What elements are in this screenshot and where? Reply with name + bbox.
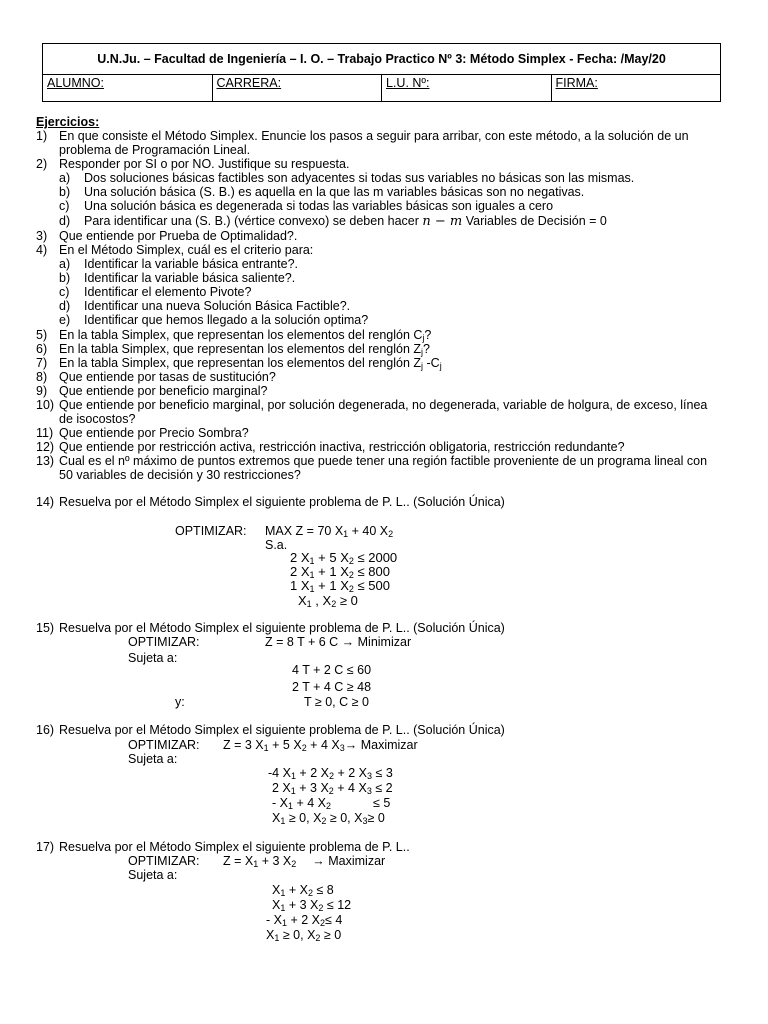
p14-sa: S.a. — [265, 538, 288, 552]
p15-objective: Z = 8 T + 6 C → Minimizar — [265, 635, 412, 649]
field-firma: FIRMA: — [555, 76, 598, 90]
p17-c3-a: - X — [266, 913, 282, 927]
p17-number: 17) — [36, 840, 55, 854]
p16-optimizar-label: OPTIMIZAR: — [128, 738, 200, 752]
q4c-label: c) — [59, 285, 70, 299]
p14-nn-sub2: 2 — [331, 599, 337, 609]
p17-c1-sub2: 2 — [307, 888, 313, 898]
p17-obj-sub1: 1 — [253, 859, 259, 869]
p14-obj-sub1: 1 — [343, 529, 349, 539]
q13-line2: 50 variables de decisión y 30 restricciones? — [59, 468, 301, 482]
q1-line1: En que consiste el Método Simplex. Enuncie los pasos a seguir para arribar, con este método, a la solución de un — [59, 129, 689, 143]
p16-nn-sub2: 2 — [321, 816, 327, 826]
p17-constraint-1 — [272, 883, 334, 897]
q2c-label: c) — [59, 199, 70, 213]
p16-obj-b: + 5 X — [268, 738, 302, 752]
p16-c3-b: + 4 X — [293, 796, 327, 810]
p14-number: 14) — [36, 495, 55, 509]
p16-objective — [223, 738, 418, 752]
q4-text: En el Método Simplex, cuál es el criterio para: — [59, 243, 314, 257]
p17-c1-sub1: 1 — [280, 888, 286, 898]
q9-text: Que entiende por beneficio marginal? — [59, 384, 268, 398]
q3-text: Que entiende por Prueba de Optimalidad?. — [59, 229, 298, 243]
q4b-text: Identificar la variable básica saliente?. — [84, 271, 296, 285]
p17-constraint-3 — [266, 913, 342, 927]
q3-number: 3) — [36, 229, 48, 243]
q10-line2: de isocostos? — [59, 412, 136, 426]
p17-c1-a: X — [272, 883, 281, 897]
p16-statement: Resuelva por el Método Simplex el siguiente problema de P. L.. (Solución Única) — [59, 723, 505, 737]
q5-end: ? — [424, 328, 432, 342]
p15-sujeta: Sujeta a: — [128, 651, 178, 665]
p15-nonnegativity: T ≥ 0, C ≥ 0 — [304, 695, 369, 709]
p17-optimizar-label: OPTIMIZAR: — [128, 854, 200, 868]
p14-nn-sub1: 1 — [306, 599, 312, 609]
q1-number: 1) — [36, 129, 48, 143]
p17-nonnegativity — [266, 928, 341, 942]
p17-obj-sub2: 2 — [291, 859, 297, 869]
q2b-text: Una solución básica (S. B.) es aquella en la que las m variables básicas son no negativas. — [84, 185, 585, 199]
p17-c1-c: ≤ 8 — [312, 883, 334, 897]
p14-c2-sub1: 1 — [309, 570, 315, 580]
q2c-text: Una solución básica es degenerada si todas las variables básicas son iguales a cero — [84, 199, 554, 213]
p16-c1-c: + 2 X — [333, 766, 367, 780]
p16-constraint-2 — [272, 781, 393, 795]
p14-nonnegativity — [298, 594, 358, 608]
p14-c1-c: ≤ 2000 — [353, 550, 398, 565]
q4e-label: e) — [59, 313, 71, 327]
p14-c3-sub1: 1 — [309, 584, 315, 594]
p14-nn-b: , X — [311, 593, 332, 608]
q2d-text-b: Variables de Decisión = 0 — [465, 214, 607, 228]
p16-obj-a: Z = 3 X — [223, 738, 264, 752]
p17-c2-sub2: 2 — [318, 903, 324, 913]
q2a-text: Dos soluciones básicas factibles son adyacentes si todas sus variables no básicas son las mismas. — [84, 171, 635, 185]
q2b-label: b) — [59, 185, 71, 199]
q13-number: 13) — [36, 454, 55, 468]
p14-c2-b: + 1 X — [314, 564, 349, 579]
p14-c2-sub2: 2 — [348, 570, 354, 580]
q11-text: Que entiende por Precio Sombra? — [59, 426, 249, 440]
q4b-label: b) — [59, 271, 71, 285]
p17-c3-sub1: 1 — [281, 918, 287, 928]
p14-c3-sub2: 2 — [348, 584, 354, 594]
p16-c2-d: ≤ 2 — [371, 781, 393, 795]
p14-optimizar-label: OPTIMIZAR: — [175, 524, 247, 538]
q5-main: En la tabla Simplex, que representan los elementos del renglón C — [59, 328, 423, 342]
p14-c2-c: ≤ 800 — [353, 564, 390, 579]
p17-c3-sub2: 2 — [320, 918, 326, 928]
p15-optimizar-label: OPTIMIZAR: — [128, 635, 200, 649]
p17-c2-c: ≤ 12 — [323, 898, 352, 912]
p16-c3-a: - X — [272, 796, 288, 810]
p16-nonnegativity — [272, 811, 385, 825]
q7-sub2: j — [439, 361, 442, 371]
q5-sub: j — [422, 333, 425, 343]
p14-statement: Resuelva por el Método Simplex el siguiente problema de P. L.. (Solución Única) — [59, 495, 505, 509]
p16-c1-sub1: 1 — [290, 771, 296, 781]
q7-number: 7) — [36, 356, 48, 370]
p17-obj-a: Z = X — [223, 854, 254, 868]
p14-obj-a: MAX Z = 70 X — [265, 524, 344, 538]
ejercicios-heading: Ejercicios: — [36, 115, 100, 129]
p16-c3-d: ≤ 5 — [373, 796, 391, 810]
p14-nn-c: ≥ 0 — [336, 593, 358, 608]
header-table — [42, 43, 721, 102]
p16-c1-sub2: 2 — [328, 771, 334, 781]
p16-nn-a: X — [272, 811, 281, 825]
p17-c2-b: + 3 X — [285, 898, 319, 912]
p16-constraint-3 — [272, 796, 390, 810]
p15-number: 15) — [36, 621, 55, 635]
q4d-label: d) — [59, 299, 71, 313]
p16-number: 16) — [36, 723, 55, 737]
q4d-text: Identificar una nueva Solución Básica Factible?. — [84, 299, 351, 313]
p15-constraint-2: 2 T + 4 C ≥ 48 — [292, 680, 372, 694]
p16-c2-a: 2 X — [272, 781, 291, 795]
p16-c1-d: ≤ 3 — [372, 766, 393, 780]
p17-constraint-2 — [272, 898, 351, 912]
p15-y-label: y: — [175, 695, 185, 709]
q6-number: 6) — [36, 342, 48, 356]
p15-statement: Resuelva por el Método Simplex el siguiente problema de P. L.. (Solución Única) — [59, 621, 505, 635]
q7-sub: j — [421, 361, 424, 371]
q6-sub: j — [421, 347, 424, 357]
p16-obj-d: → Maximizar — [344, 738, 418, 752]
field-lu: L.U. Nº: — [382, 74, 552, 102]
q13-line1: Cual es el nº máximo de puntos extremos que puede tener una región factible proveniente de un programa lineal con — [59, 454, 708, 468]
p17-obj-c: → Maximizar — [312, 854, 386, 868]
p14-c1-b: + 5 X — [314, 550, 349, 565]
p14-c3-b: + 1 X — [314, 578, 349, 593]
p14-objective — [265, 524, 393, 538]
p17-objective — [223, 854, 385, 868]
q4-number: 4) — [36, 243, 48, 257]
q2d-label: d) — [59, 214, 71, 228]
p17-nn-c: ≥ 0 — [320, 928, 342, 942]
p17-nn-b: ≥ 0, X — [279, 928, 316, 942]
p14-obj-b: + 40 X — [348, 524, 389, 538]
p16-c1-sub3: 3 — [367, 771, 373, 781]
q6-text — [59, 342, 430, 356]
p16-sujeta: Sujeta a: — [128, 752, 178, 766]
p16-obj-sub1: 1 — [263, 743, 269, 753]
q7-main: En la tabla Simplex, que representan los elementos del renglón Z — [59, 356, 422, 370]
p16-constraint-1 — [268, 766, 393, 780]
q6-end: ? — [423, 342, 430, 356]
p16-c2-sub3: 3 — [366, 786, 372, 796]
p17-c2-sub1: 1 — [280, 903, 286, 913]
q7-mid: -C — [423, 356, 440, 370]
q7-text — [59, 356, 442, 370]
q8-text: Que entiende por tasas de sustitución? — [59, 370, 276, 384]
p14-c2-a: 2 X — [290, 564, 310, 579]
p16-nn-sub1: 1 — [280, 816, 286, 826]
p17-c2-a: X — [272, 898, 281, 912]
q11-number: 11) — [36, 426, 54, 440]
q4c-text: Identificar el elemento Pivote? — [84, 285, 252, 299]
q12-text: Que entiende por restricción activa, restricción inactiva, restricción obligatoria, restricción redundante? — [59, 440, 625, 454]
p16-c2-sub2: 2 — [328, 786, 334, 796]
q5-number: 5) — [36, 328, 48, 342]
p15-constraint-1: 4 T + 2 C ≤ 60 — [292, 663, 372, 677]
q2d-text-a: Para identificar una (S. B.) (vértice convexo) se deben hacer — [84, 214, 419, 228]
q12-number: 12) — [36, 440, 55, 454]
p16-nn-d: ≥ 0 — [367, 811, 385, 825]
p17-nn-sub1: 1 — [274, 933, 280, 943]
p16-obj-sub2: 2 — [301, 743, 307, 753]
q2d-text — [84, 214, 607, 229]
q2d-math: n − m — [422, 214, 463, 229]
p16-c3-sub1: 1 — [287, 801, 293, 811]
q9-number: 9) — [36, 384, 48, 398]
p16-c2-sub1: 1 — [290, 786, 296, 796]
p17-nn-sub2: 2 — [315, 933, 321, 943]
p14-constraint-1 — [290, 551, 397, 565]
p16-c1-a: -4 X — [268, 766, 291, 780]
q10-line1: Que entiende por beneficio marginal, por solución degenerada, no degenerada, variable de holgura, de exceso, línea — [59, 398, 708, 412]
q2a-label: a) — [59, 171, 71, 185]
p17-statement: Resuelva por el Método Simplex el siguiente problema de P. L.. — [59, 840, 410, 854]
field-carrera: CARRERA: — [213, 74, 383, 102]
q4a-text: Identificar la variable básica entrante?. — [84, 257, 299, 271]
p17-c3-b: + 2 X — [287, 913, 321, 927]
q2-number: 2) — [36, 157, 48, 171]
p17-obj-b: + 3 X — [258, 854, 292, 868]
p17-nn-a: X — [266, 928, 275, 942]
p14-constraint-2 — [290, 565, 390, 579]
p16-obj-sub3: 3 — [339, 743, 345, 753]
p14-c3-c: ≤ 500 — [353, 578, 390, 593]
p14-nn-a: X — [298, 593, 307, 608]
p14-constraint-3 — [290, 579, 390, 593]
header-fields-row — [43, 74, 720, 102]
field-alumno: ALUMNO: — [43, 74, 213, 102]
q4e-text: Identificar que hemos llegado a la solución optima? — [84, 313, 369, 327]
q5-text — [59, 328, 431, 342]
q2-text: Responder por SI o por NO. Justifique su respuesta. — [59, 157, 350, 171]
p16-nn-b: ≥ 0, X — [285, 811, 322, 825]
p14-c1-sub1: 1 — [309, 556, 315, 566]
p16-nn-sub3: 3 — [362, 816, 368, 826]
p16-c2-c: + 4 X — [333, 781, 367, 795]
p14-c1-a: 2 X — [290, 550, 310, 565]
p14-c3-a: 1 X — [290, 578, 310, 593]
q10-number: 10) — [36, 398, 55, 412]
p17-sujeta: Sujeta a: — [128, 868, 178, 882]
q1-line2: problema de Programación Lineal. — [59, 143, 251, 157]
p17-c1-b: + X — [285, 883, 308, 897]
p16-nn-c: ≥ 0, X — [326, 811, 363, 825]
p17-c3-c: ≤ 4 — [325, 913, 343, 927]
p14-obj-sub2: 2 — [388, 529, 394, 539]
q8-number: 8) — [36, 370, 48, 384]
p16-c2-b: + 3 X — [295, 781, 329, 795]
q4a-label: a) — [59, 257, 71, 271]
q6-main: En la tabla Simplex, que representan los elementos del renglón Z — [59, 342, 422, 356]
p16-c3-sub2: 2 — [326, 801, 332, 811]
p16-obj-c: + 4 X — [306, 738, 340, 752]
p16-c1-b: + 2 X — [295, 766, 329, 780]
p14-c1-sub2: 2 — [348, 556, 354, 566]
header-title: U.N.Ju. – Facultad de Ingeniería – I. O. – Trabajo Practico Nº 3: Método Simplex - Fecha: /May/20 — [43, 44, 720, 75]
